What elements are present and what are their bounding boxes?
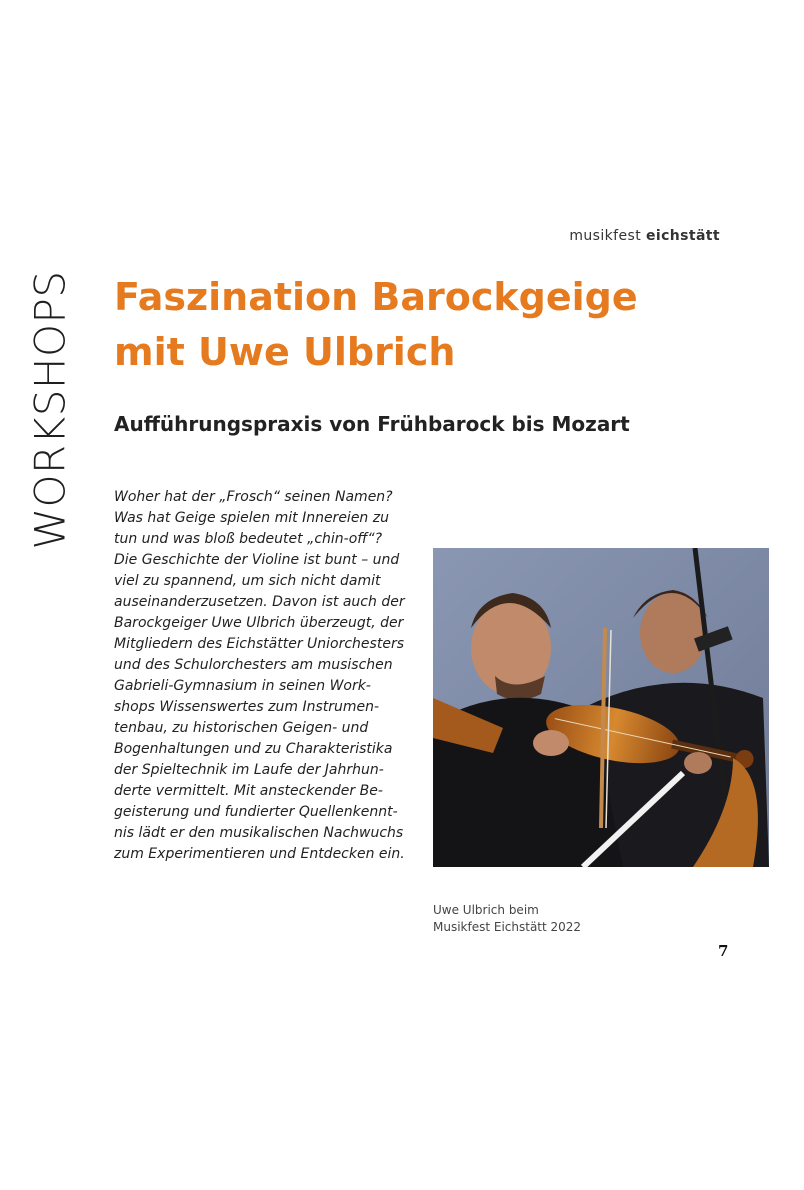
title-line: mit Uwe Ulbrich [114,330,456,374]
body-line: der Spieltechnik im Laufe der Jahrhun- [114,762,384,778]
title-line: Faszination Barockgeige [114,275,638,319]
section-label [25,260,75,560]
brand-header [569,228,720,244]
body-line: und des Schulorchesters am musischen [114,657,393,673]
body-line: Was hat Geige spielen mit Innereien zu [114,510,389,526]
brand-light: musikfest [569,228,642,244]
body-line: tenbau, zu historischen Geigen- und [114,720,369,736]
musician-photo [433,548,769,867]
body-line: Barockgeiger Uwe Ulbrich überzeugt, der [114,615,404,631]
photo-illustration [433,548,769,867]
body-line: derte vermittelt. Mit ansteckender Be- [114,783,383,799]
photo-caption [433,902,581,936]
body-line: Bogenhaltungen und zu Charakteristika [114,741,393,757]
body-line: Woher hat der „Frosch“ seinen Namen? [114,489,393,505]
body-text [114,487,424,865]
body-line: tun und was bloß bedeutet „chin-off“? [114,531,383,547]
section-label-text: WORKSHOPS [25,270,75,550]
page-title [114,270,734,380]
body-line: Die Geschichte der Violine ist bunt – und [114,552,400,568]
caption-line: Uwe Ulbrich beim [433,903,539,917]
caption-line: Musikfest Eichstätt 2022 [433,920,582,934]
body-line: auseinanderzusetzen. Davon ist auch der [114,594,405,610]
body-line: Gabrieli-Gymnasium in seinen Work- [114,678,371,694]
body-line: shops Wissenswertes zum Instrumen- [114,699,380,715]
body-line: viel zu spannend, um sich nicht damit [114,573,381,589]
brand-bold: eichstätt [645,228,720,244]
body-line: Mitgliedern des Eichstätter Uniorchesters [114,636,404,652]
body-line: zum Experimentieren und Entdecken ein. [114,846,405,862]
page-subtitle: Aufführungspraxis von Frühbarock bis Mozart [114,412,630,436]
body-line: nis lädt er den musikalischen Nachwuchs [114,825,404,841]
body-line: geisterung und fundierter Quellenkennt- [114,804,398,820]
page-number: 7 [718,942,729,960]
